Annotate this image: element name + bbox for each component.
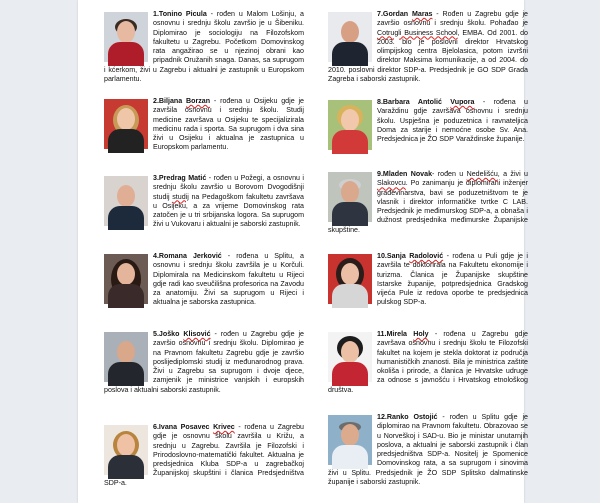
candidate-entry-12: 12.Ranko Ostojić - rođen u Splitu gdje je diplomirao na Pravnom fakultetu. Obrazovao se u Norveškoj i SAD-u. Bio je ministar unutarnjih poslova, a aktualni je saborski zastupnik i član predsjedništva SDP-a. Nositelj je Spomenice Domovinskog rata, a sa suprugom i sinovima živi u Splitu. Predsjednik je ŽO SDP Splitsko dalmatinske županije i saborski zastupnik. (328, 413, 528, 487)
candidate-entry-2: 2.Biljana Borzan - rođena u Osijeku gdje je završila osnovnu i srednju školu. Studij medicine završava u Osijeku te specijalizirala medicinu rada i sporta. Sa suprugom i dva sina živi u Osijeku i aktualna je zastupnica u Europskom parlamentu. (104, 97, 304, 153)
candidate-photo (104, 12, 148, 62)
candidate-name: Joško Klisović (158, 330, 211, 338)
candidate-name: Gordan Maras (382, 10, 433, 18)
candidate-photo (328, 254, 372, 304)
candidate-bio: - rođen u Nedelišću, a živi u Slakovcu. Po zanimanju je diplomirani inženjer građevinarstva, bavi se poduzetništvom te je vlasnik i direktor informatičke tvrtke C LAB. Predsjednik je međimurskog SDP-a, a obnaša i dužnost predsjednika međimurske Županijske skupštine. (328, 170, 528, 234)
candidate-bio: - rođena u Varaždinu gdje završava osnovnu i srednju školu. Uspješna je poduzetnica i ravnateljica Doma za starije i nemoćne osobe Sv. Ana. Predsjednica je ŽO SDP Varaždinske županije. (377, 98, 529, 144)
candidate-photo (104, 99, 148, 149)
candidate-entry-7: 7.Gordan Maras - Rođen u Zagrebu gdje je završio osnovnu i srednju školu. Pohađao je Cotrugli Business School, EMBA. Od 2001. do 2003. bio je poslovni direktor Hrvatskog olimpijskog centra Bjelolasica, potom izvršni direktor Maksima komunikacije, a od 2004. do 2010. poslovni direktor SDP-a. Predsjednik je GO SDP Grada Zagreba i saborski zastupnik. (328, 10, 528, 84)
document-page (78, 0, 529, 503)
candidate-photo (104, 176, 148, 226)
candidate-bio: - rođena u Splitu, a osnovnu i srednju školu završila je u Korčuli. Diplomirala na Medicinskom fakultetu u Rijeci gdje radi kao sveučilišna profesorica na Zavodu za anatomiju. Živi sa suprugom u Rijeci i aktualna je saborska zastupnica. (153, 252, 304, 307)
candidate-name: Romana Jerković (158, 252, 222, 260)
candidate-photo (328, 172, 372, 222)
candidate-entry-5: 5.Joško Klisović - rođen u Zagrebu gdje je završio osnovnu i srednju školu. Diplomirao je na Pravnom fakultetu Zagrebu gdje je završio poslijediplomski studij iz međunarodnog prava. Živi u Zagrebu sa suprugom i dvoje djece, zamjenik je ministrice vanjskih i europskih poslova i aktualni saborski zastupnik. (104, 330, 304, 394)
candidate-photo (104, 425, 148, 475)
candidate-entry-11: 11.Mirela Holy - rođena u Zagrebu gdje završava osnovnu i srednju školu te Filozofski fakultet na kojem je stekla doktorat iz područja humanističkih znanosti. Bila je ministrica zaštite okoliša i prirode, a članica je Hrvatske udruge za odnose s javnošću i Hrvatskog etnološkog društva. (328, 330, 528, 394)
candidate-photo (328, 100, 372, 150)
candidate-bio: - rođena u Zagrebu gdje je osnovnu školu završila u Križu, a srednju u Zagrebu. Završila je Filozofski i Prirodoslovno-matematički fakultet. Aktualna je predsjednica Kluba SDP-a u zagrebačkoj Županijskoj skupštini i članica Predsjedništva SDP-a. (104, 423, 304, 487)
candidate-photo (328, 12, 372, 62)
candidate-entry-6: 6.Ivana Posavec Krivec - rođena u Zagrebu gdje je osnovnu školu završila u Križu, a srednju u Zagrebu. Završila je Filozofski i Prirodoslovno-matematički fakultet. Aktualna je predsjednica Kluba SDP-a u zagrebačkoj Županijskoj skupštini i članica Predsjedništva SDP-a. (104, 423, 304, 487)
candidate-bio: - rođen u Zagrebu gdje je završio osnovnu i srednju školu. Diplomirao je na Pravnom fakultetu Zagrebu gdje je završio poslijediplomski studij iz međunarodnog prava. Živi u Zagrebu sa suprugom i dvoje djece, zamjenik je ministrice vanjskih i europskih poslova i aktualni saborski zastupnik. (104, 330, 304, 394)
candidate-name: Predrag Matić (158, 174, 207, 182)
candidate-entry-1: 1.Tonino Picula - rođen u Malom Lošinju, a osnovnu i srednju školu završio je u Šibeniku. Diplomirao je sociologiju na Filozofskom fakultetu u Zagrebu. Početkom Domovinskog rata angažirao se u njezinoj obrani kao pripadnik Oružanih snaga. Danas, sa suprugom i kćerkom, živi u Zagrebu i aktualni je zastupnik u Europskom parlamentu. (104, 10, 304, 84)
candidate-photo (104, 332, 148, 382)
candidate-bio: - rođena u Puli gdje je i završila te doktorirala na Fakultetu ekonomije i turizma. Članica je Županijske skupštine Istarske županije, potpredsjednica Gradskog vijeća Pule iz redova oporbe te predsjednica pulskog SDP-a. (377, 252, 528, 307)
candidate-entry-10: 10.Sanja Radolović - rođena u Puli gdje je i završila te doktorirala na Fakultetu ekonomije i turizma. Članica je Županijske skupštine Istarske županije, potpredsjednica Gradskog vijeća Pule iz redova oporbe te predsjednica pulskog SDP-a. (328, 252, 528, 308)
candidate-name: Ranko Ostojić (386, 413, 438, 421)
candidate-bio: - rođen u Splitu gdje je diplomirao na Pravnom fakultetu. Obrazovao se u Norveškoj i SAD-u. Bio je ministar unutarnjih poslova, a aktualni je saborski zastupnik i član predsjedništva SDP-a. Nositelj je Spomenice Domovinskog rata, a sa suprugom i sinovima živi u Splitu. Predsjednik je ŽO SDP Splitsko dalmatinske županije i saborski zastupnik. (328, 413, 528, 487)
candidate-name: Barbara Antolić Vupora (382, 98, 475, 106)
candidate-entry-4: 4.Romana Jerković - rođena u Splitu, a osnovnu i srednju školu završila je u Korčuli. Diplomirala na Medicinskom fakultetu u Rijeci gdje radi kao sveučilišna profesorica na Zavodu za anatomiju. Živi sa suprugom u Rijeci i aktualna je saborska zastupnica. (104, 252, 304, 308)
candidate-name: Tonino Picula (158, 10, 207, 18)
candidate-entry-9: 9.Mladen Novak- rođen u Nedelišću, a živi u Slakovcu. Po zanimanju je diplomirani inženjer građevinarstva, bavi se poduzetništvom te je vlasnik i direktor informatičke tvrtke C LAB. Predsjednik je međimurskog SDP-a, a obnaša i dužnost predsjednika međimurske Županijske skupštine. (328, 170, 528, 234)
candidate-photo (328, 415, 372, 465)
candidate-bio: - rođen u Požegi, a osnovnu i srednju školu završio u Borovom Dvogodišnji studij studij na Pedagoškom fakultetu završava u Osijeku, a za vrijeme Domovinskog rata zatočen je u tri srbijanska logora. Sa suprugom živi u Vukovaru i aktualni je saborski zastupnik. (153, 174, 304, 229)
candidate-name: Sanja Radolović (386, 252, 444, 260)
candidate-bio: - rođena u Osijeku gdje je završila osnovnu i srednju školu. Studij medicine završava u Osijeku te specijalizirala medicinu rada i sporta. Sa suprugom i dva sina živi u Osijeku i aktualna je zastupnica u Europskom parlamentu. (153, 97, 304, 152)
candidate-photo (328, 332, 372, 382)
candidate-entry-8: 8.Barbara Antolić Vupora - rođena u Varaždinu gdje završava osnovnu i srednju školu. Uspješna je poduzetnica i ravnateljica Doma za starije i nemoćne osobe Sv. Ana. Predsjednica je ŽO SDP Varaždinske županije. (328, 98, 528, 151)
candidate-name: Biljana Borzan (158, 97, 211, 105)
candidate-bio: - Rođen u Zagrebu gdje je završio osnovnu i srednju školu. Pohađao je Cotrugli Business School, EMBA. Od 2001. do 2003. bio je poslovni direktor Hrvatskog olimpijskog centra Bjelolasica, potom izvršni direktor Maksima komunikacije, a od 2004. do 2010. poslovni direktor SDP-a. Predsjednik je GO SDP Grada Zagreba i saborski zastupnik. (328, 10, 528, 84)
candidate-entry-3: 3.Predrag Matić - rođen u Požegi, a osnovnu i srednju školu završio u Borovom Dvogodišnji studij studij na Pedagoškom fakultetu završava u Osijeku, a za vrijeme Domovinskog rata zatočen je u tri srbijanska logora. Sa suprugom živi u Vukovaru i aktualni je saborski zastupnik. (104, 174, 304, 230)
candidate-bio: - rođena u Zagrebu gdje završava osnovnu i srednju školu te Filozofski fakultet na kojem je stekla doktorat iz područja humanističkih znanosti. Bila je ministrica zaštite okoliša i prirode, a članica je Hrvatske udruge za odnose s javnošću i Hrvatskog etnološkog društva. (328, 330, 528, 394)
candidate-bio: - rođen u Malom Lošinju, a osnovnu i srednju školu završio je u Šibeniku. Diplomirao je sociologiju na Filozofskom fakultetu u Zagrebu. Početkom Domovinskog rata angažirao se u njezinoj obrani kao pripadnik Oružanih snaga. Danas, sa suprugom i kćerkom, živi u Zagrebu i aktualni je zastupnik u Europskom parlamentu. (104, 10, 304, 84)
candidate-name: Ivana Posavec Krivec (158, 423, 235, 431)
candidate-name: Mirela Holy (386, 330, 429, 338)
candidate-name: Mladen Novak (382, 170, 433, 178)
candidate-photo (104, 254, 148, 304)
